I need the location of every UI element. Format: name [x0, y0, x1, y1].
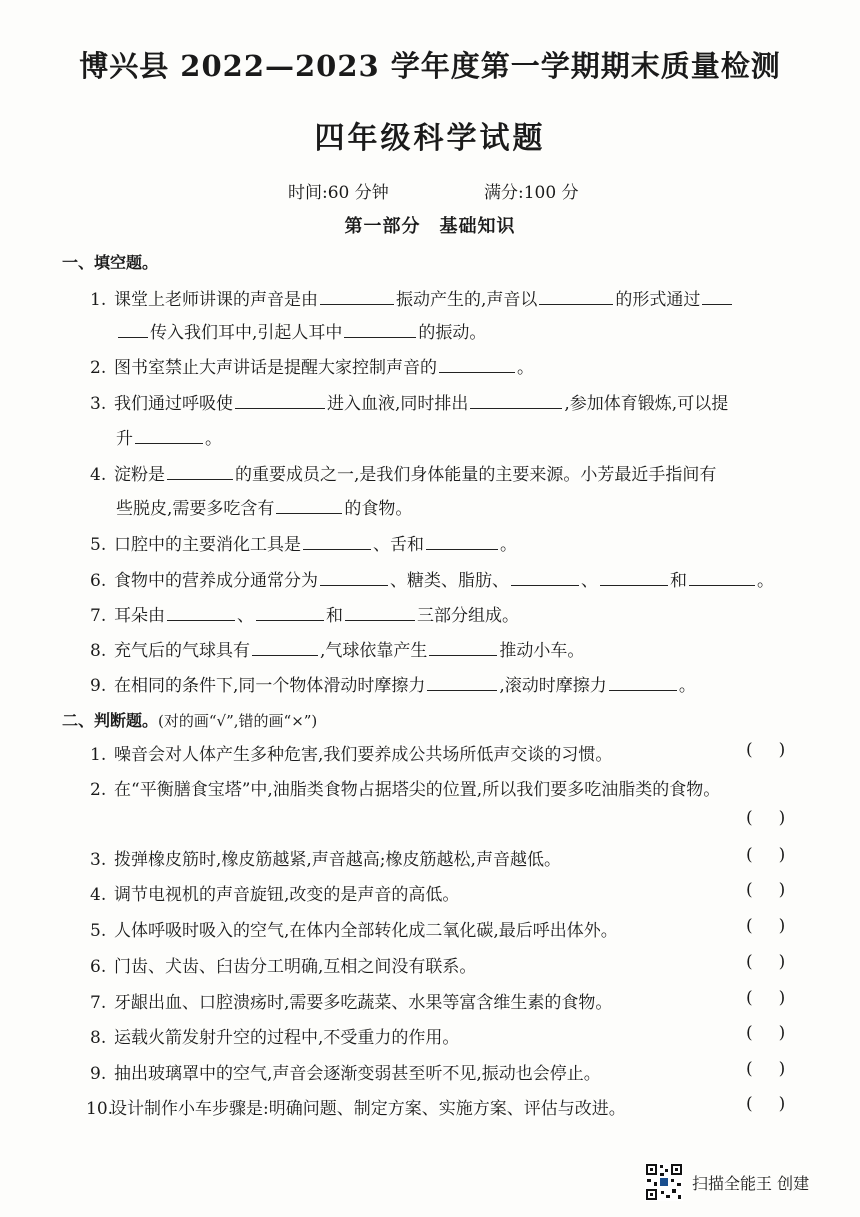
question-text: 口腔中的主要消化工具是	[114, 535, 301, 555]
section2-heading	[62, 708, 317, 731]
judge-item	[90, 1023, 459, 1048]
question-text: 在“平衡膳食宝塔”中,油脂类食物占据塔尖的位置,所以我们要多吃油脂类的食物。	[114, 780, 721, 800]
fill-question-4-cont	[116, 494, 412, 519]
answer-blank[interactable]	[439, 355, 515, 373]
answer-blank[interactable]	[427, 673, 497, 691]
exam-title: 博兴县 2022—2023 学年度第一学期期末质量检测	[79, 49, 781, 83]
question-text: 图书室禁止大声讲话是提醒大家控制声音的	[114, 358, 437, 378]
question-text: ,气球依靠产生	[320, 641, 428, 661]
answer-blank[interactable]	[609, 673, 677, 691]
answer-parentheses[interactable]: ()	[746, 808, 812, 828]
answer-blank[interactable]	[276, 496, 342, 514]
question-number: 3.	[90, 394, 107, 414]
fill-question-3-cont	[116, 424, 222, 449]
answer-blank[interactable]	[689, 568, 755, 586]
answer-parentheses[interactable]: ()	[746, 988, 812, 1008]
question-number: 3.	[90, 850, 107, 870]
question-number: 6.	[90, 957, 107, 977]
judge-item	[90, 916, 618, 941]
question-text: 。	[757, 571, 774, 591]
judge-item	[90, 988, 612, 1013]
part-heading: 第一部分 基础知识	[344, 216, 516, 237]
question-text: 、糖类、脂肪、	[390, 571, 509, 591]
answer-parentheses[interactable]: ()	[746, 1059, 812, 1079]
section1-heading: 一、填空题。	[62, 253, 159, 272]
answer-blank[interactable]	[345, 603, 415, 621]
answer-parentheses[interactable]: ()	[746, 1023, 812, 1043]
fill-question-5	[90, 530, 517, 555]
question-text: 人体呼吸时吸入的空气,在体内全部转化成二氧化碳,最后呼出体外。	[114, 921, 618, 941]
fill-question-8	[90, 636, 584, 661]
question-text: 。	[500, 535, 517, 555]
question-text: 运载火箭发射升空的过程中,不受重力的作用。	[114, 1028, 460, 1048]
fill-question-1	[90, 285, 734, 310]
section2-note: (对的画“√”,错的画“×”)	[158, 712, 318, 730]
answer-blank[interactable]	[167, 462, 233, 480]
exam-time: 时间:60 分钟	[288, 183, 389, 203]
answer-blank[interactable]	[235, 391, 325, 409]
question-number: 1.	[90, 745, 107, 765]
judge-item	[90, 1059, 601, 1084]
answer-blank[interactable]	[470, 391, 562, 409]
judge-item	[90, 880, 459, 905]
answer-parentheses[interactable]: ()	[746, 880, 812, 900]
fill-question-9	[90, 671, 696, 696]
answer-blank[interactable]	[426, 532, 498, 550]
question-text: 的形式通过	[615, 290, 701, 310]
question-text: 牙龈出血、口腔溃疡时,需要多吃蔬菜、水果等富含维生素的食物。	[114, 993, 613, 1013]
question-number: 4.	[90, 885, 107, 905]
question-text: 。	[205, 429, 222, 449]
question-number: 9.	[90, 676, 107, 696]
answer-blank[interactable]	[118, 320, 148, 338]
judge-item	[90, 845, 561, 870]
answer-blank[interactable]	[539, 287, 613, 305]
answer-blank[interactable]	[256, 603, 324, 621]
fill-question-7	[90, 601, 519, 626]
question-number: 7.	[90, 606, 107, 626]
question-number: 5.	[90, 921, 107, 941]
question-text: 噪音会对人体产生多种危害,我们要养成公共场所低声交谈的习惯。	[114, 745, 613, 765]
question-number: 2.	[90, 780, 107, 800]
question-text: 进入血液,同时排出	[327, 394, 469, 414]
question-text: 抽出玻璃罩中的空气,声音会逐渐变弱甚至听不见,振动也会停止。	[114, 1064, 601, 1084]
answer-blank[interactable]	[600, 568, 668, 586]
answer-parentheses[interactable]: ()	[746, 845, 812, 865]
answer-blank[interactable]	[320, 287, 394, 305]
question-text: 在相同的条件下,同一个物体滑动时摩擦力	[114, 676, 426, 696]
fill-question-1-cont	[116, 318, 486, 343]
judge-item	[90, 740, 612, 765]
answer-blank[interactable]	[252, 638, 318, 656]
answer-blank[interactable]	[344, 320, 416, 338]
question-text: 门齿、犬齿、臼齿分工明确,互相之间没有联系。	[114, 957, 477, 977]
question-text: ,滚动时摩擦力	[499, 676, 607, 696]
question-text: 。	[517, 358, 534, 378]
question-number: 7.	[90, 993, 107, 1013]
question-number: 10.	[86, 1099, 114, 1119]
judge-item	[90, 775, 720, 800]
answer-parentheses[interactable]: ()	[746, 1094, 812, 1114]
fill-question-4	[90, 460, 716, 485]
question-number: 1.	[90, 290, 107, 310]
fill-question-6	[90, 566, 774, 591]
exam-subtitle: 四年级科学试题	[314, 121, 546, 156]
question-text: 我们通过呼吸使	[114, 394, 233, 414]
question-text: 振动产生的,声音以	[396, 290, 538, 310]
answer-blank[interactable]	[511, 568, 579, 586]
question-text: 传入我们耳中,引起人耳中	[150, 323, 343, 343]
question-text: 课堂上老师讲课的声音是由	[114, 290, 318, 310]
qr-code-icon	[645, 1163, 683, 1201]
judge-item	[90, 952, 476, 977]
watermark-text: 扫描全能王 创建	[692, 1174, 810, 1193]
question-text: 调节电视机的声音旋钮,改变的是声音的高低。	[114, 885, 460, 905]
question-number: 6.	[90, 571, 107, 591]
judge-item	[86, 1094, 626, 1119]
answer-blank[interactable]	[429, 638, 497, 656]
question-text: 拨弹橡皮筋时,橡皮筋越紧,声音越高;橡皮筋越松,声音越低。	[114, 850, 561, 870]
question-text: 、	[581, 571, 598, 591]
question-text: 推动小车。	[499, 641, 585, 661]
question-number: 4.	[90, 465, 107, 485]
question-text: 、	[237, 606, 254, 626]
fill-question-2	[90, 353, 534, 378]
fill-question-3	[90, 389, 728, 414]
question-text: 和	[326, 606, 343, 626]
question-text: 升	[116, 429, 133, 449]
question-text: 的食物。	[344, 499, 413, 519]
question-number: 5.	[90, 535, 107, 555]
exam-score: 满分:100 分	[484, 183, 579, 203]
answer-blank[interactable]	[167, 603, 235, 621]
question-text: 。	[678, 676, 696, 696]
answer-blank[interactable]	[320, 568, 388, 586]
question-text: 设计制作小车步骤是:明确问题、制定方案、实施方案、评估与改进。	[110, 1099, 626, 1119]
question-number: 2.	[90, 358, 107, 378]
question-text: 的振动。	[418, 323, 487, 343]
section2-title: 二、判断题。	[62, 711, 159, 730]
answer-blank[interactable]	[135, 426, 203, 444]
question-text: 耳朵由	[114, 606, 165, 626]
answer-blank[interactable]	[303, 532, 371, 550]
question-text: 和	[670, 571, 687, 591]
question-text: 些脱皮,需要多吃含有	[116, 499, 275, 519]
question-text: 的重要成员之一,是我们身体能量的主要来源。小芳最近手指间有	[235, 465, 717, 485]
question-number: 9.	[90, 1064, 107, 1084]
question-number: 8.	[90, 641, 107, 661]
question-number: 8.	[90, 1028, 107, 1048]
question-text: 三部分组成。	[417, 606, 519, 626]
answer-parentheses[interactable]: ()	[746, 916, 812, 936]
question-text: 、舌和	[373, 535, 424, 555]
question-text: 淀粉是	[114, 465, 165, 485]
question-text: 充气后的气球具有	[114, 641, 250, 661]
answer-parentheses[interactable]: ()	[746, 740, 812, 760]
answer-parentheses[interactable]: ()	[746, 952, 812, 972]
question-text: 食物中的营养成分通常分为	[114, 571, 318, 591]
question-text: ,参加体育锻炼,可以提	[564, 394, 729, 414]
answer-blank[interactable]	[702, 287, 732, 305]
